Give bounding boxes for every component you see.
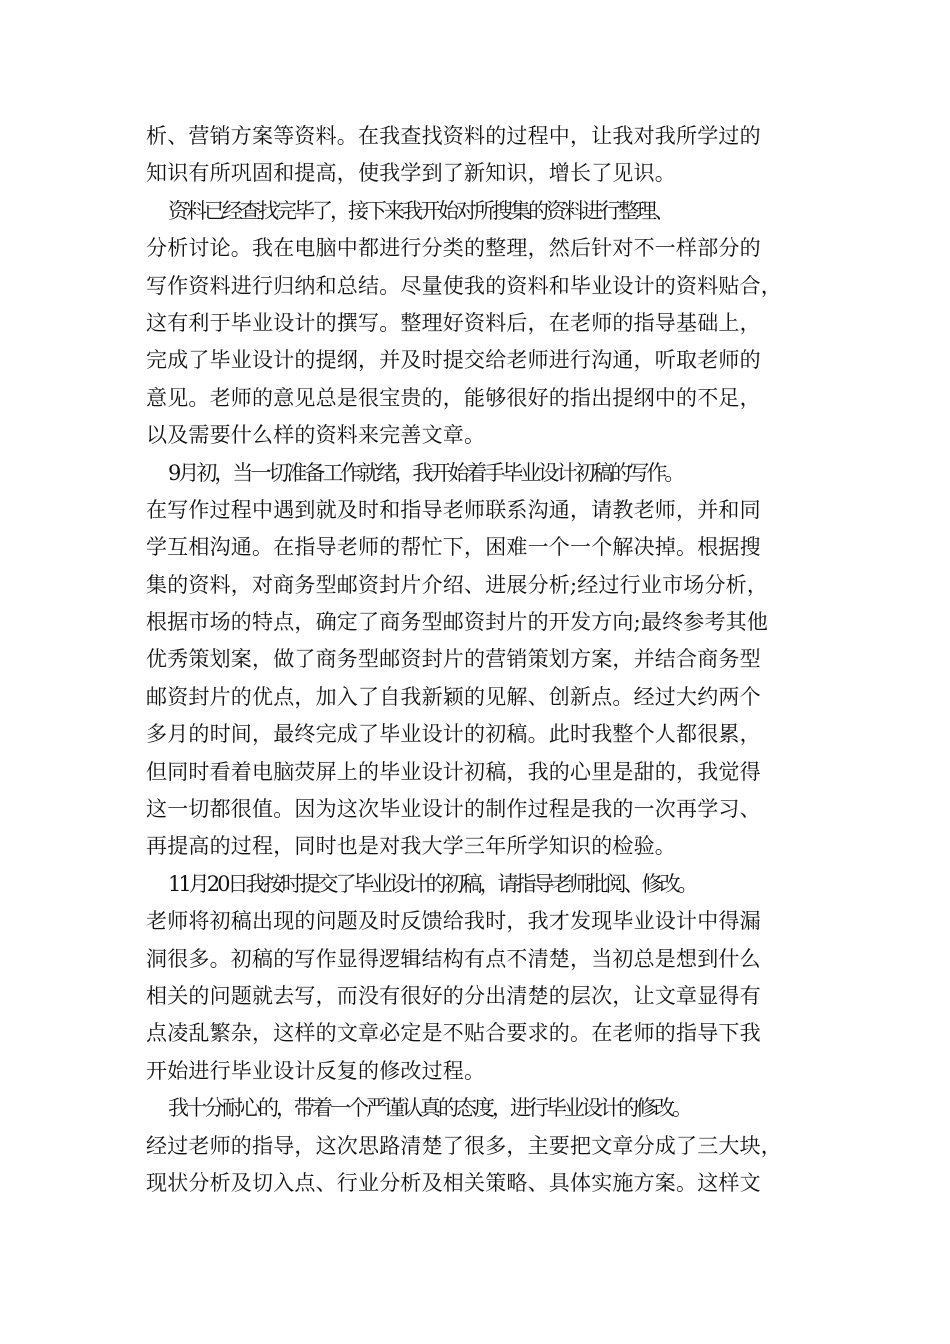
paragraph bbox=[146, 866, 826, 1090]
text-line: 老师将初稿出现的问题及时反馈给我时，我才发现毕业设计中得漏 bbox=[146, 909, 761, 934]
text-line: 洞很多。初稿的写作显得逻辑结构有点不清楚，当初总是想到什么 bbox=[146, 946, 761, 971]
paragraph bbox=[146, 455, 826, 866]
text-line: 资料已经查找完毕了，接下来我开始对所搜集的资料进行整理、 bbox=[168, 198, 672, 223]
text-line: 以及需要什么样的资料来完善文章。 bbox=[146, 423, 486, 448]
text-line: 再提高的过程，同时也是对我大学三年所学知识的检验。 bbox=[146, 834, 676, 859]
text-line: 9月初，当一切准备工作就绪，我开始着手毕业设计初稿的写作。 bbox=[168, 460, 683, 485]
text-line: 集的资料，对商务型邮资封片介绍、进展分析;经过行业市场分析， bbox=[146, 572, 769, 597]
text-line: 开始进行毕业设计反复的修改过程。 bbox=[146, 1058, 486, 1083]
text-line: 多月的时间，最终完成了毕业设计的初稿。此时我整个人都很累， bbox=[146, 722, 761, 747]
text-line: 11月20日我按时提交了毕业设计的初稿，请指导老师批阅、修改。 bbox=[168, 871, 696, 896]
text-line: 学互相沟通。在指导老师的帮忙下，困难一个一个解决掉。根据搜 bbox=[146, 535, 761, 560]
paragraph bbox=[146, 193, 826, 455]
text-line: 意见。老师的意见总是很宝贵的，能够很好的指出提纲中的不足， bbox=[146, 385, 761, 410]
paragraph bbox=[146, 1090, 826, 1202]
text-line: 根据市场的特点，确定了商务型邮资封片的开发方向;最终参考其他 bbox=[146, 610, 769, 635]
text-line: 现状分析及切入点、行业分析及相关策略、具体实施方案。这样文 bbox=[146, 1170, 761, 1195]
text-line: 优秀策划案，做了商务型邮资封片的营销策划方案，并结合商务型 bbox=[146, 647, 761, 672]
text-line: 知识有所巩固和提高，使我学到了新知识，增长了见识。 bbox=[146, 161, 676, 186]
text-line: 在写作过程中遇到就及时和指导老师联系沟通，请教老师，并和同 bbox=[146, 497, 761, 522]
text-line: 分析讨论。我在电脑中都进行分类的整理，然后针对不一样部分的 bbox=[146, 236, 761, 261]
text-line: 写作资料进行归纳和总结。尽量使我的资料和毕业设计的资料贴合， bbox=[146, 273, 782, 298]
text-line: 我十分耐心的，带着一个严谨认真的态度，进行毕业设计的修改。 bbox=[168, 1096, 690, 1121]
text-line: 但同时看着电脑荧屏上的毕业设计初稿，我的心里是甜的，我觉得 bbox=[146, 759, 761, 784]
text-line: 邮资封片的优点，加入了自我新颖的见解、创新点。经过大约两个 bbox=[146, 684, 761, 709]
text-line: 点凌乱繁杂，这样的文章必定是不贴合要求的。在老师的指导下我 bbox=[146, 1021, 761, 1046]
text-line: 析、营销方案等资料。在我查找资料的过程中，让我对我所学过的 bbox=[146, 124, 761, 148]
text-line: 这有利于毕业设计的撰写。整理好资料后，在老师的指导基础上， bbox=[146, 310, 761, 335]
text-line: 完成了毕业设计的提纲，并及时提交给老师进行沟通，听取老师的 bbox=[146, 348, 761, 373]
text-line: 这一切都很值。因为这次毕业设计的制作过程是我的一次再学习、 bbox=[146, 797, 761, 822]
text-line: 经过老师的指导，这次思路清楚了很多，主要把文章分成了三大块， bbox=[146, 1133, 782, 1158]
document-page bbox=[146, 118, 826, 1202]
text-line: 相关的问题就去写，而没有很好的分出清楚的层次，让文章显得有 bbox=[146, 983, 761, 1008]
paragraph bbox=[146, 118, 826, 193]
